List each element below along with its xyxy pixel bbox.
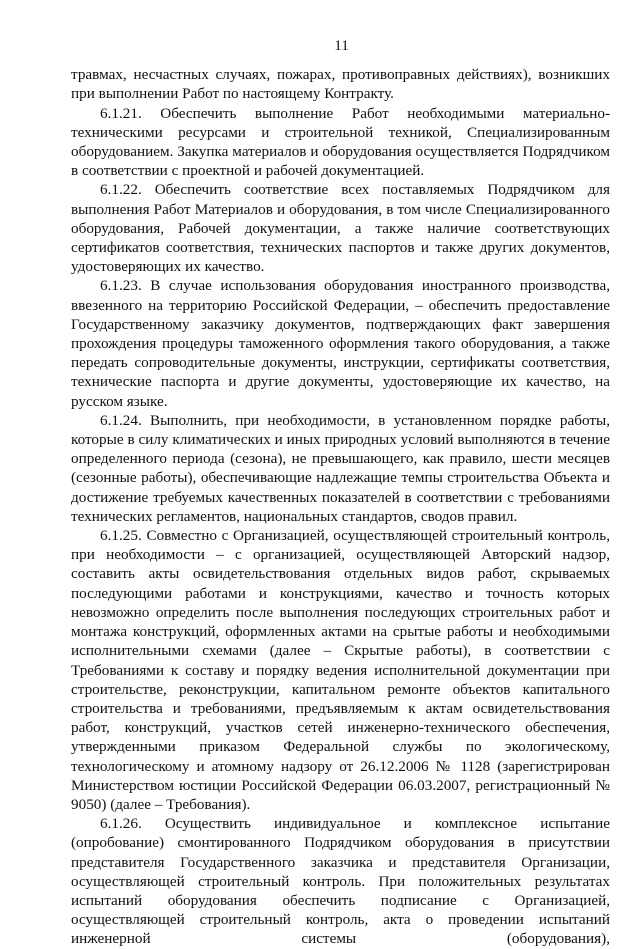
paragraph-6-1-26: 6.1.26. Осуществить индивидуальное и комплексное испытание (опробование) смонтированного Подрядчиком оборудования в присутствии представителя Государственного заказчика и представителя Организации, осуществляющей строительный контроль. При положительных результатах испытаний оборудования обеспечить подписание с Организацией, осуществляющей строительный контроль, акта о проведении испытаний инженерной системы (оборудования), <box>71 815 610 948</box>
paragraph-6-1-23: 6.1.23. В случае использования оборудования иностранного производства, ввезенного на территорию Российской Федерации, – обеспечить предоставление Государственному заказчику документов, подтверждающих факт завершения прохождения процедуры таможенного оформления такого оборудования, а также передать сопроводительные документы, инструкции, сертификаты соответствия, технические паспорта и другие документы, удостоверяющие их качество, на русском языке. <box>71 277 610 410</box>
paragraph-6-1-25: 6.1.25. Совместно с Организацией, осуществляющей строительный контроль, при необходимости – с организацией, осуществляющей Авторский надзор, составить акты освидетельствования отдельных видов работ, скрываемых последующими работами и конструкциями, качество и точность которых невозможно определить после выполнения последующих строительных работ и монтажа конструкций, оформленных актами на срытые работы и необходимыми исполнительными схемами (далее – Скрытые работы), в соответствии с Требованиями к составу и порядку ведения исполнительной документации при строительстве, реконструкции, капитальном ремонте объектов капитального строительства и требованиями, предъявляемым к актам освидетельствования работ, конструкций, участков сетей инженерно-технического обеспечения, утвержденными приказом Федеральной службы по экологическому, технологическому и атомному надзору от 26.12.2006 № 1128 (зарегистрирован Министерством юстиции Российской Федерации 06.03.2007, регистрационный № 9050) (далее – Требования). <box>71 527 610 813</box>
paragraph-continued: травмах, несчастных случаях, пожарах, противоправных действиях), возникших при выполнении Работ по настоящему Контракту. <box>71 66 610 103</box>
paragraph-6-1-22: 6.1.22. Обеспечить соответствие всех поставляемых Подрядчиком для выполнения Работ Материалов и оборудования, в том числе Специализированного оборудования, Рабочей документации, а также наличие соответствующих сертификатов соответствия, технических паспортов и также других документов, удостоверяющих их качество. <box>71 181 610 276</box>
paragraph-6-1-21: 6.1.21. Обеспечить выполнение Работ необходимыми материально-техническими ресурсами и строительной техникой, Специализированным оборудованием. Закупка материалов и оборудования осуществляется Подрядчиком в соответствии с проектной и рабочей документацией. <box>71 104 610 180</box>
page-number: 11 <box>334 37 349 54</box>
paragraph-6-1-24: 6.1.24. Выполнить, при необходимости, в установленном порядке работы, которые в силу климатических и иных природных условий выполняются в течение определенного периода (сезона), не превышающего, как правило, шести месяцев (сезонные работы), обеспечивающие надлежащие темпы строительства Объекта и достижение требуемых качественных показателей в соответствии с требованиями технических регламентов, национальных стандартов, сводов правил. <box>71 411 610 525</box>
